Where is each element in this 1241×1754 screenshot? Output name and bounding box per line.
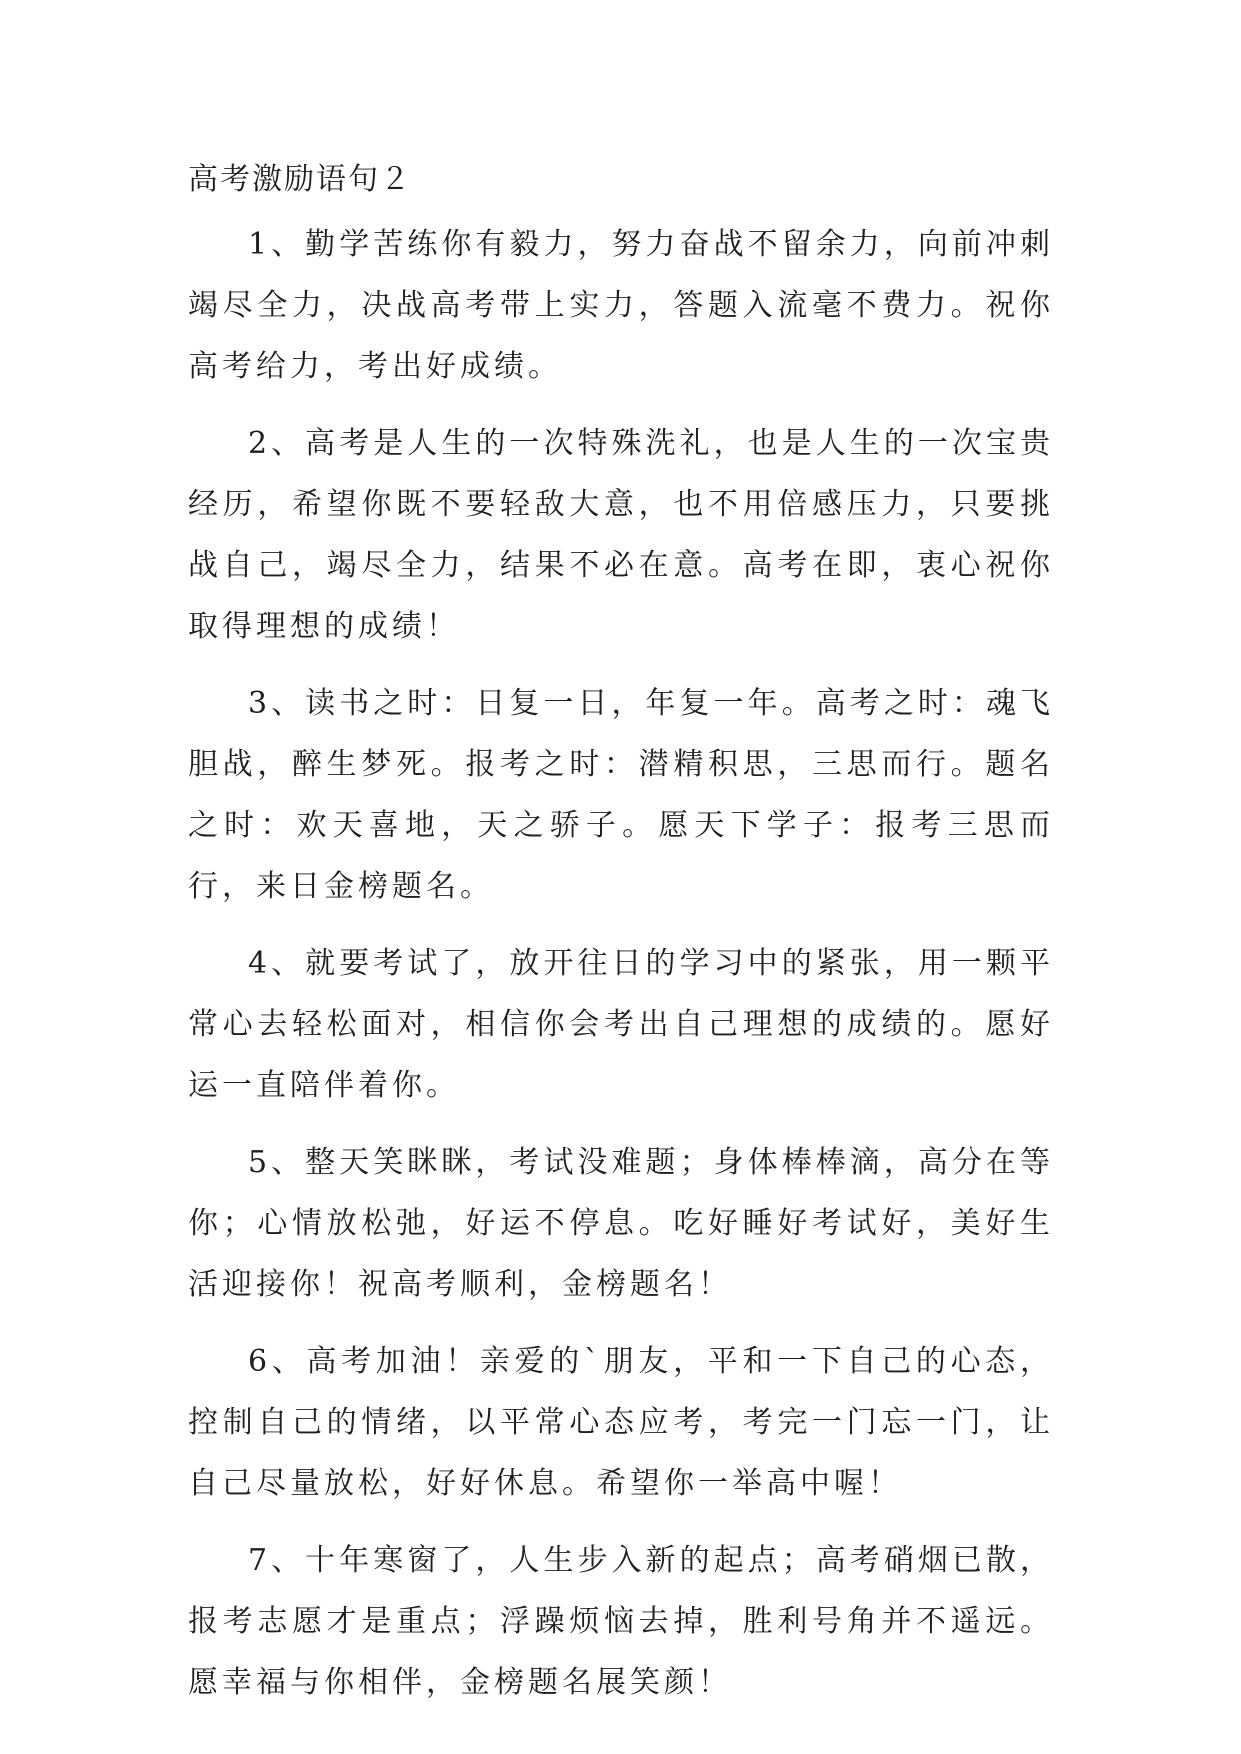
document-body [188,162,1054,1713]
paragraph-5: 5、整天笑眯眯，考试没难题；身体棒棒滴，高分在等你；心情放松弛，好运不停息。吃好睡好考试好，美好生活迎接你！祝高考顺利，金榜题名！ [188,1145,1054,1302]
paragraph-7: 7、十年寒窗了，人生步入新的起点；高考硝烟已散，报考志愿才是重点；浮躁烦恼去掉，胜利号角并不遥远。愿幸福与你相伴，金榜题名展笑颜！ [188,1543,1054,1700]
paragraph-1: 1、勤学苦练你有毅力，努力奋战不留余力，向前冲刺竭尽全力，决战高考带上实力，答题入流毫不费力。祝你高考给力，考出好成绩。 [188,227,1054,384]
paragraph-4: 4、就要考试了，放开往日的学习中的紧张，用一颗平常心去轻松面对，相信你会考出自己理想的成绩的。愿好运一直陪伴着你。 [188,946,1054,1103]
paragraph-3: 3、读书之时：日复一日，年复一年。高考之时：魂飞胆战，醉生梦死。报考之时：潜精积思，三思而行。题名之时：欢天喜地，天之骄子。愿天下学子：报考三思而行，来日金榜题名。 [188,686,1054,904]
document-title: 高考激励语句２ [188,162,412,197]
paragraph-2: 2、高考是人生的一次特殊洗礼，也是人生的一次宝贵经历，希望你既不要轻敌大意，也不用倍感压力，只要挑战自己，竭尽全力，结果不必在意。高考在即，衷心祝你取得理想的成绩！ [188,426,1054,644]
paragraph-6: 6、高考加油！亲爱的`朋友，平和一下自己的心态，控制自己的情绪，以平常心态应考，考完一门忘一门，让自己尽量放松，好好休息。希望你一举高中喔！ [188,1344,1054,1501]
